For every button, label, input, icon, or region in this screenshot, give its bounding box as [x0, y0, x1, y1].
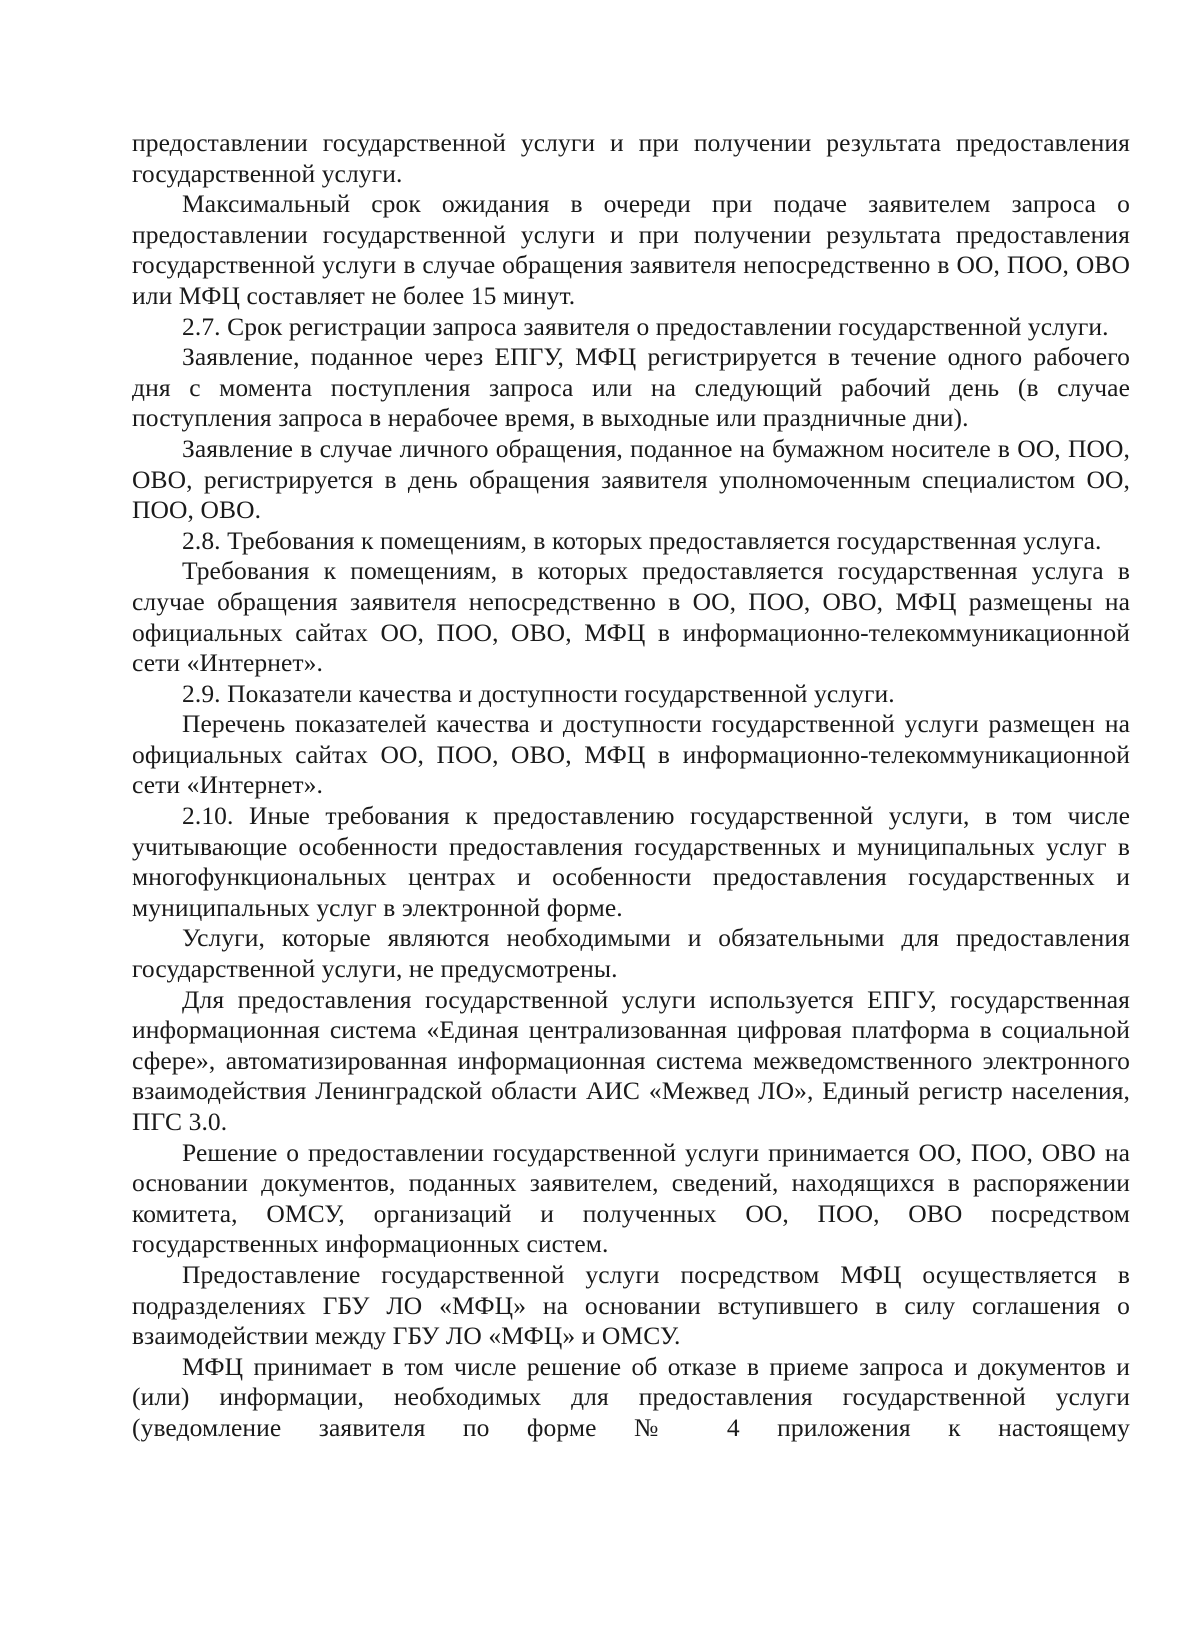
paragraph: МФЦ принимает в том числе решение об отказе в приеме запроса и документов и (или) информации, необходимых для предоставления государственной услуги (уведомление заявителя по форме № 4 приложения к настоящему [132, 1351, 1130, 1442]
paragraph: Максимальный срок ожидания в очереди при подаче заявителем запроса о предоставлении государственной услуги и при получении результата предоставления государственной услуги в случае обращения заявителя непосредственно в ОО, ПОО, ОВО или МФЦ составляет не более 15 минут. [132, 189, 1130, 310]
paragraph: 2.8. Требования к помещениям, в которых предоставляется государственная услуга. [182, 525, 1102, 555]
paragraph: Решение о предоставлении государственной услуги принимается ОО, ПОО, ОВО на основании документов, поданных заявителем, сведений, находящихся в распоряжении комитета, ОМСУ, организаций и полученных ОО, ПОО, ОВО посредством государственных информационных систем. [132, 1137, 1130, 1259]
paragraph: Требования к помещениям, в которых предоставляется государственная услуга в случае обращения заявителя непосредственно в ОО, ПОО, ОВО, МФЦ размещены на официальных сайтах ОО, ПОО, ОВО, МФЦ в информационно-телекоммуникационной сети «Интернет». [132, 556, 1130, 678]
paragraph: 2.7. Срок регистрации запроса заявителя о предоставлении государственной услуги. [182, 311, 1109, 341]
paragraph: Заявление, поданное через ЕПГУ, МФЦ регистрируется в течение одного рабочего дня с момента поступления запроса или на следующий рабочий день (в случае поступления запроса в нерабочее время, в выходные или праздничные дни). [132, 342, 1130, 433]
document-page [132, 128, 1130, 1444]
paragraph: Для предоставления государственной услуги используется ЕПГУ, государственная информационная система «Единая централизованная цифровая платформа в социальной сфере», автоматизированная информационная система межведомственного электронного взаимодействия Ленинградской области АИС «Межвед ЛО», Единый регистр населения, ПГС 3.0. [132, 984, 1130, 1136]
paragraph: Перечень показателей качества и доступности государственной услуги размещен на официальных сайтах ОО, ПОО, ОВО, МФЦ в информационно-телекоммуникационной сети «Интернет». [132, 709, 1130, 800]
paragraph: 2.9. Показатели качества и доступности государственной услуги. [182, 678, 895, 708]
paragraph: 2.10. Иные требования к предоставлению государственной услуги, в том числе учитывающие особенности предоставления государственных и муниципальных услуг в многофункциональных центрах и особенности предоставления государственных и муниципальных услуг в электронной форме. [132, 801, 1130, 922]
paragraph: Предоставление государственной услуги посредством МФЦ осуществляется в подразделениях ГБУ ЛО «МФЦ» на основании вступившего в силу соглашения о взаимодействии между ГБУ ЛО «МФЦ» и ОМСУ. [132, 1259, 1130, 1351]
paragraph: предоставлении государственной услуги и при получении результата предоставления государственной услуги. [132, 128, 1130, 188]
paragraph: Услуги, которые являются необходимыми и обязательными для предоставления государственной услуги, не предусмотрены. [132, 923, 1130, 984]
paragraph: Заявление в случае личного обращения, поданное на бумажном носителе в ОО, ПОО, ОВО, регистрируется в день обращения заявителя уполномоченным специалистом ОО, ПОО, ОВО. [132, 433, 1130, 525]
